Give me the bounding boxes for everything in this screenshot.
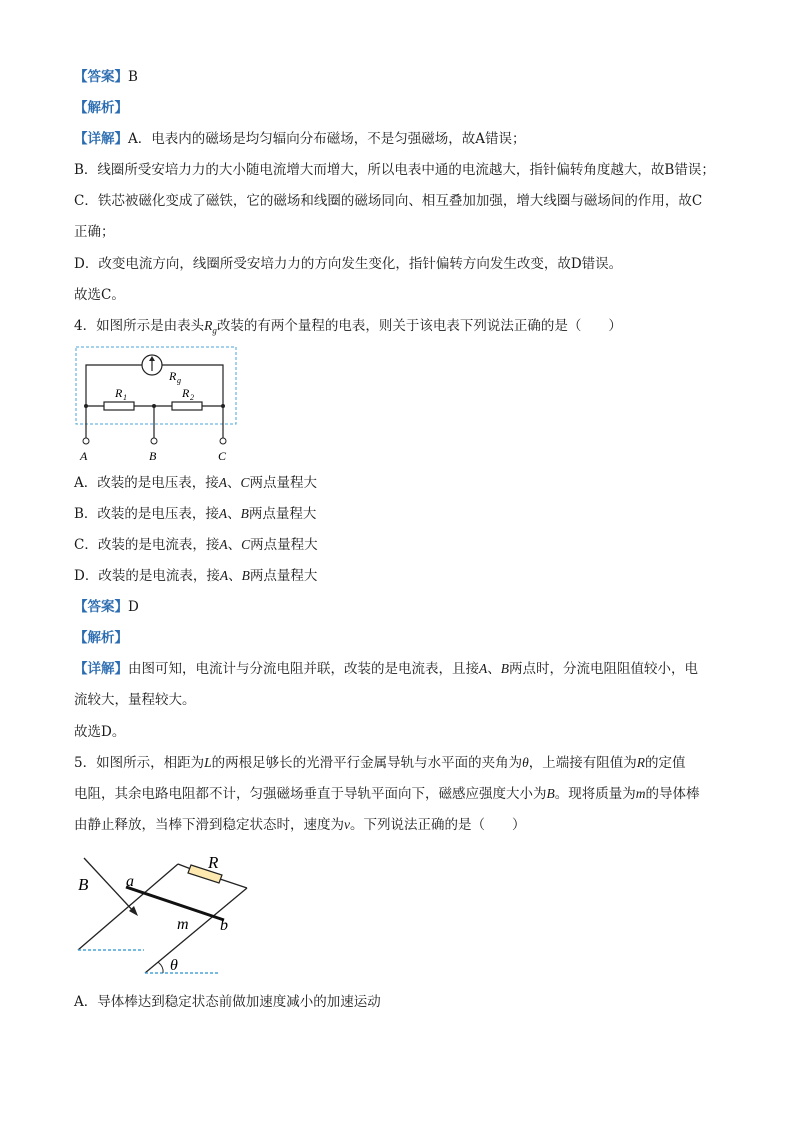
question-5-option-a: A．导体棒达到稳定状态前做加速度减小的加速运动 [74,994,381,1010]
question-5-stem-line2 [74,784,700,804]
point-label: C [241,537,251,552]
stem-part: 的两根足够长的光滑平行金属导轨与水平面的夹角为 [211,755,523,771]
stem-var: R [204,318,213,333]
option-text: D．改装的是电流表，接 [74,568,220,584]
symbol-theta: θ [522,755,529,770]
symbol-B: B [546,786,555,801]
point-a-label: a [126,873,134,890]
answer-tag: 【答案】 [74,599,128,615]
stem-part: 。下列说法正确的是（ ） [350,817,526,833]
option-text: 两点量程大 [248,506,317,522]
option-text: 两点量程大 [249,568,318,584]
point-b-label: b [220,917,228,934]
r1-sub: 1 [123,393,127,402]
symbol-v: v [344,817,350,832]
answer-tag: 【答案】 [74,69,128,85]
stem-part: 改装的有两个量程的电表，则关于该电表下列说法正确的是（ ） [216,318,622,334]
stem-part: 5．如图所示，相距为 [74,755,205,771]
rg-sub: g [177,376,181,385]
theta-label: θ [170,957,178,974]
point-label: A [219,568,229,583]
separator: 、 [487,661,501,677]
separator: 、 [227,537,242,553]
stem-sub: g [212,325,217,336]
question-5-stem-line1 [74,753,686,773]
r-label: R [208,853,219,872]
detail-line-a [74,129,526,149]
mass-label: m [177,916,189,933]
resistor-r1 [104,402,134,410]
b-label: B [78,875,89,894]
point-label: C [240,475,250,490]
circuit-diagram [74,345,244,463]
stem-part: 电阻，其余电路电阻都不计，匀强磁场垂直于导轨平面向下，磁感应强度大小为 [74,786,547,802]
question-4-stem [74,316,622,341]
terminal-c [220,438,226,444]
stem-part: 的导体棒 [645,786,700,802]
option-text: 两点量程大 [250,537,318,553]
detail-text: 由图可知，电流计与分流电阻并联，改装的是电流表，且接 [128,661,479,677]
stem-part: 4．如图所示是由表头 [74,318,205,334]
option-a [74,473,317,493]
stem-part: 由静止释放，当棒下滑到稳定状态时，速度为 [74,817,344,833]
option-b [74,504,316,524]
stem-part: 的定值 [645,755,686,771]
option-text: A．改装的是电压表，接 [74,475,219,491]
option-text: B．改装的是电压表，接 [74,506,219,522]
option-d [74,566,317,586]
detail-line-q4-cont: 流较大，量程较大。 [74,692,196,708]
point-label: B [241,568,250,583]
option-text: C．改装的是电流表，接 [74,537,220,553]
stem-part: ，上端接有阻值为 [528,755,637,771]
point-label: B [240,506,249,521]
terminal-a-label: A [80,449,88,463]
separator: 、 [227,506,241,522]
stem-part: 。现将质量为 [554,786,636,802]
rg-label: R [169,369,177,383]
symbol-m: m [635,786,646,801]
terminal-b-label: B [149,449,157,463]
detail-line-q4 [74,659,698,679]
r1-label: R [115,386,123,400]
answer-value: D [128,599,139,615]
detail-line-b: B．线圈所受安培力力的大小随电流增大而增大，所以电表中通的电流越大，指针偏转角度越大，故B错误； [74,162,715,178]
terminal-a [83,438,89,444]
r2-sub: 2 [190,393,194,402]
detail-text: A．电表内的磁场是均匀辐向分布磁场，不是匀强磁场，故A错误； [128,131,526,147]
detail-tag: 【详解】 [74,661,128,677]
option-text: 两点量程大 [249,475,318,491]
terminal-b [151,438,157,444]
detail-line-c: C．铁芯被磁化变成了磁铁，它的磁场和线圈的磁场同向、相互叠加加强，增大线圈与磁场间的作用，故C [74,193,703,209]
separator: 、 [228,568,242,584]
conclusion: 故选C。 [74,287,125,303]
detail-line-d: D．改变电流方向，线圈所受安培力力的方向发生变化，指针偏转方向发生改变，故D错误。 [74,256,623,272]
terminal-c-label: C [218,449,227,463]
point-label: B [500,661,509,676]
angle-arc [158,962,163,973]
right-rail [145,888,247,973]
conclusion-q4: 故选D。 [74,724,126,740]
question-5-stem-line3 [74,815,526,835]
point-label: A [219,537,228,552]
answer-value: B [128,69,138,85]
point-label: A [218,506,228,521]
detail-text: 两点时，分流电阻阻值较小，电 [509,661,698,677]
point-label: A [479,661,488,676]
resistor-r2 [172,402,202,410]
top-wire [86,365,142,406]
analysis-tag-q4: 【解析】 [74,630,128,646]
symbol-R: R [636,755,645,770]
option-c [74,535,318,555]
conductor-rod [126,887,224,920]
point-label: A [218,475,227,490]
symbol-L: L [204,755,212,770]
rail-diagram [74,850,254,978]
r2-label: R [182,386,190,400]
answer-label [74,67,138,87]
answer-label-q4 [74,597,139,617]
separator: 、 [227,475,241,491]
detail-tag: 【详解】 [74,131,128,147]
detail-line-c-cont: 正确； [74,224,115,240]
analysis-tag: 【解析】 [74,100,128,116]
